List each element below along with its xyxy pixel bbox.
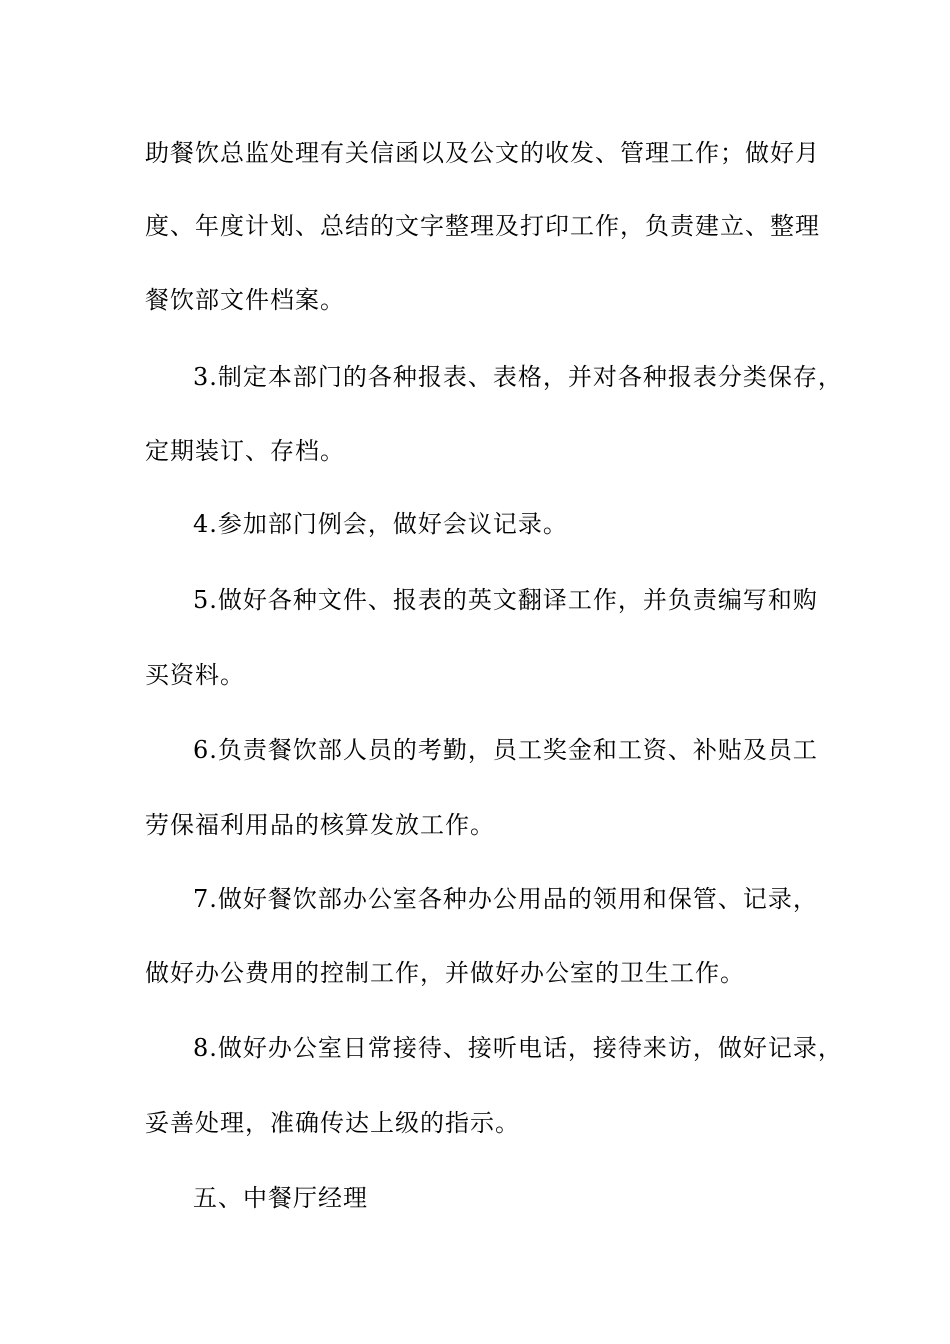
section-heading: 五、中餐厅经理	[193, 1184, 368, 1212]
text-line: 餐饮部文件档案。	[145, 286, 345, 314]
text-line: 7.做好餐饮部办公室各种办公用品的领用和保管、记录，	[193, 885, 818, 913]
text-line: 做好办公费用的控制工作，并做好办公室的卫生工作。	[145, 959, 745, 987]
text-line: 8.做好办公室日常接待、接听电话，接待来访，做好记录，	[193, 1034, 843, 1062]
text-line: 妥善处理，准确传达上级的指示。	[145, 1109, 520, 1137]
text-line: 助餐饮总监处理有关信函以及公文的收发、管理工作；做好月	[145, 139, 820, 167]
text-line: 买资料。	[145, 661, 245, 689]
text-line: 度、年度计划、总结的文字整理及打印工作，负责建立、整理	[145, 212, 820, 240]
text-line: 4.参加部门例会，做好会议记录。	[193, 510, 568, 538]
text-line: 3.制定本部门的各种报表、表格，并对各种报表分类保存，	[193, 363, 843, 391]
text-line: 6.负责餐饮部人员的考勤，员工奖金和工资、补贴及员工	[193, 736, 818, 764]
text-line: 定期装订、存档。	[145, 437, 345, 465]
text-line: 劳保福利用品的核算发放工作。	[145, 811, 495, 839]
text-line: 5.做好各种文件、报表的英文翻译工作，并负责编写和购	[193, 586, 818, 614]
